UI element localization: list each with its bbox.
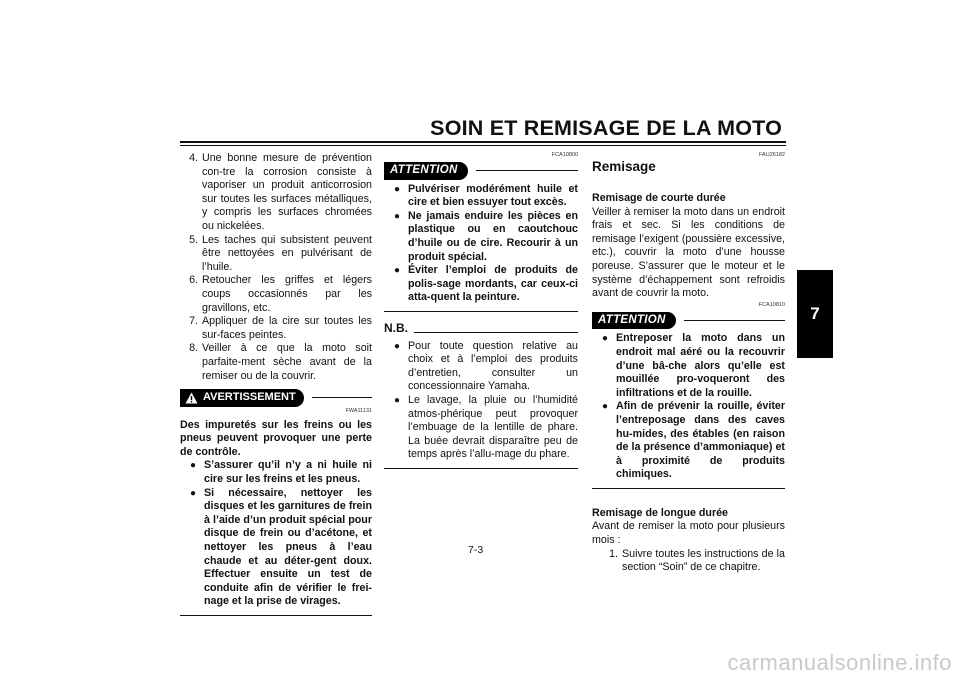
- list-item: ● Afin de prévenir la rouille, éviter l’entreposage dans des caves hu-mides, des étables (en raison de la présence d’ammoniaque) et à proximité de produits chimiques.: [602, 400, 785, 481]
- list-item: ● Ne jamais enduire les pièces en plastique ou en caoutchouc d’huile ou de cire. Recourir à un produit spécial.: [394, 209, 578, 263]
- box-end-rule: [180, 615, 372, 616]
- bullet-dot-icon: ●: [190, 460, 197, 472]
- list-item: ● Pour toute question relative au choix et à l’emploi des produits d’entretien, consulter un concessionnaire Yamaha.: [394, 339, 578, 393]
- bullet-dot-icon: ●: [394, 265, 401, 277]
- bullet-dot-icon: ●: [602, 333, 609, 345]
- bullet-dot-icon: ●: [394, 210, 401, 222]
- header-rule: [180, 141, 786, 143]
- attention-badge: ATTENTION: [592, 312, 676, 330]
- warning-label: AVERTISSEMENT: [203, 391, 296, 404]
- reference-code: FCA10800: [551, 152, 578, 158]
- list-item: 6. Retoucher les griffes et légers coups occasionnés par les gravillons, etc.: [189, 274, 372, 314]
- page-title: SOIN ET REMISAGE DE LA MOTO: [430, 116, 782, 140]
- list-item: ● Éviter l’emploi de produits de polis-sage mordants, car ceux-ci atta-quent la peinture.: [394, 264, 578, 304]
- page-number: 7-3: [468, 544, 484, 556]
- box-end-rule: [384, 311, 578, 312]
- column-3: [592, 152, 785, 575]
- header-rule-thin: [180, 145, 786, 146]
- warning-header: [180, 389, 372, 407]
- short-storage-text: Veiller à remiser la moto dans un endroit frais et sec. Si les conditions de remisage l’exigent (poussière excessive, etc.), couvrir la moto d’une housse poreuse. S’assurer que le moteur et le système d’échappement sont refroidis avant de couvrir la moto.: [592, 205, 785, 300]
- warning-intro: Des impuretés sur les freins ou les pneus peuvent provoquer une perte de contrôle.: [180, 418, 372, 458]
- note-label: N.B.: [384, 320, 408, 335]
- list-item: ● Si nécessaire, nettoyer les disques et les garnitures de frein à l’aide d’un produit spécial pour disque de frein ou d’acétone, et nettoyer les pneus à l’eau chaude et au déter-gent doux. Effectuer ensuite un test de conduite afin de vérifier le frei-nage et la prise de virages.: [190, 486, 372, 608]
- list-item: 5. Les taches qui subsistent peuvent être nettoyées en pulvérisant de l’huile.: [189, 233, 372, 273]
- list-item: ● Entreposer la moto dans un endroit mal aéré ou la recouvrir d’une bâ-che alors qu’elle est mouillée pro-voqueront des infiltrations et de la rouille.: [602, 332, 785, 399]
- reference-code: FAU26182: [759, 152, 785, 158]
- box-end-rule: [592, 488, 785, 489]
- long-storage-steps: [592, 548, 785, 575]
- attention-box: [592, 332, 785, 482]
- bullet-dot-icon: ●: [394, 183, 401, 195]
- warning-triangle-icon: [185, 392, 198, 404]
- reference-code: FWA11131: [345, 407, 372, 414]
- prevention-steps: [180, 152, 372, 383]
- note-header: [384, 322, 578, 336]
- list-item: ● S’assurer qu’il n’y a ni huile ni cire sur les freins et les pneus.: [190, 459, 372, 486]
- column-1: [180, 152, 372, 616]
- attention-box: [384, 183, 578, 305]
- warning-badge: [180, 389, 304, 407]
- list-item: ● Pulvériser modérément huile et cire et bien essuyer tout excès.: [394, 182, 578, 209]
- reference-code: FCA10810: [758, 301, 785, 308]
- list-item: 7. Appliquer de la cire sur toutes les sur-faces peintes.: [189, 315, 372, 341]
- attention-badge: ATTENTION: [384, 162, 468, 180]
- attention-header: [592, 312, 785, 330]
- bullet-dot-icon: ●: [394, 394, 401, 406]
- chapter-tab: 7: [797, 270, 833, 358]
- list-item: ● Le lavage, la pluie ou l’humidité atmos-phérique peut provoquer l’embuage de la lentille de phare. La buée devrait disparaître peu de temps après l’allu-mage du phare.: [394, 393, 578, 461]
- section-title: Remisage: [592, 159, 656, 174]
- note-box: [384, 340, 578, 462]
- attention-header: [384, 162, 578, 180]
- column-2: [384, 152, 578, 469]
- list-item: 1. Suivre toutes les instructions de la section “Soin” de ce chapitre.: [609, 547, 785, 574]
- subsection-title: Remisage de longue durée: [592, 506, 729, 519]
- long-storage-text: Avant de remiser la moto pour plusieurs mois :: [592, 520, 785, 547]
- list-item: 4. Une bonne mesure de prévention con-tre la corrosion consiste à vaporiser un produit anticorrosion sur toutes les surfaces métalliques, y compris les surfaces chromées ou nickelées.: [189, 152, 372, 232]
- list-item: 8. Veiller à ce que la moto soit parfaite-ment sèche avant de la remiser ou de la couvrir.: [189, 342, 372, 382]
- warning-box: [180, 419, 372, 609]
- bullet-dot-icon: ●: [190, 487, 197, 499]
- bullet-dot-icon: ●: [394, 340, 401, 352]
- box-end-rule: [384, 468, 578, 469]
- bullet-dot-icon: ●: [602, 401, 609, 413]
- subsection-title: Remisage de courte durée: [592, 192, 726, 204]
- watermark: carmanualsonline.info: [727, 650, 952, 675]
